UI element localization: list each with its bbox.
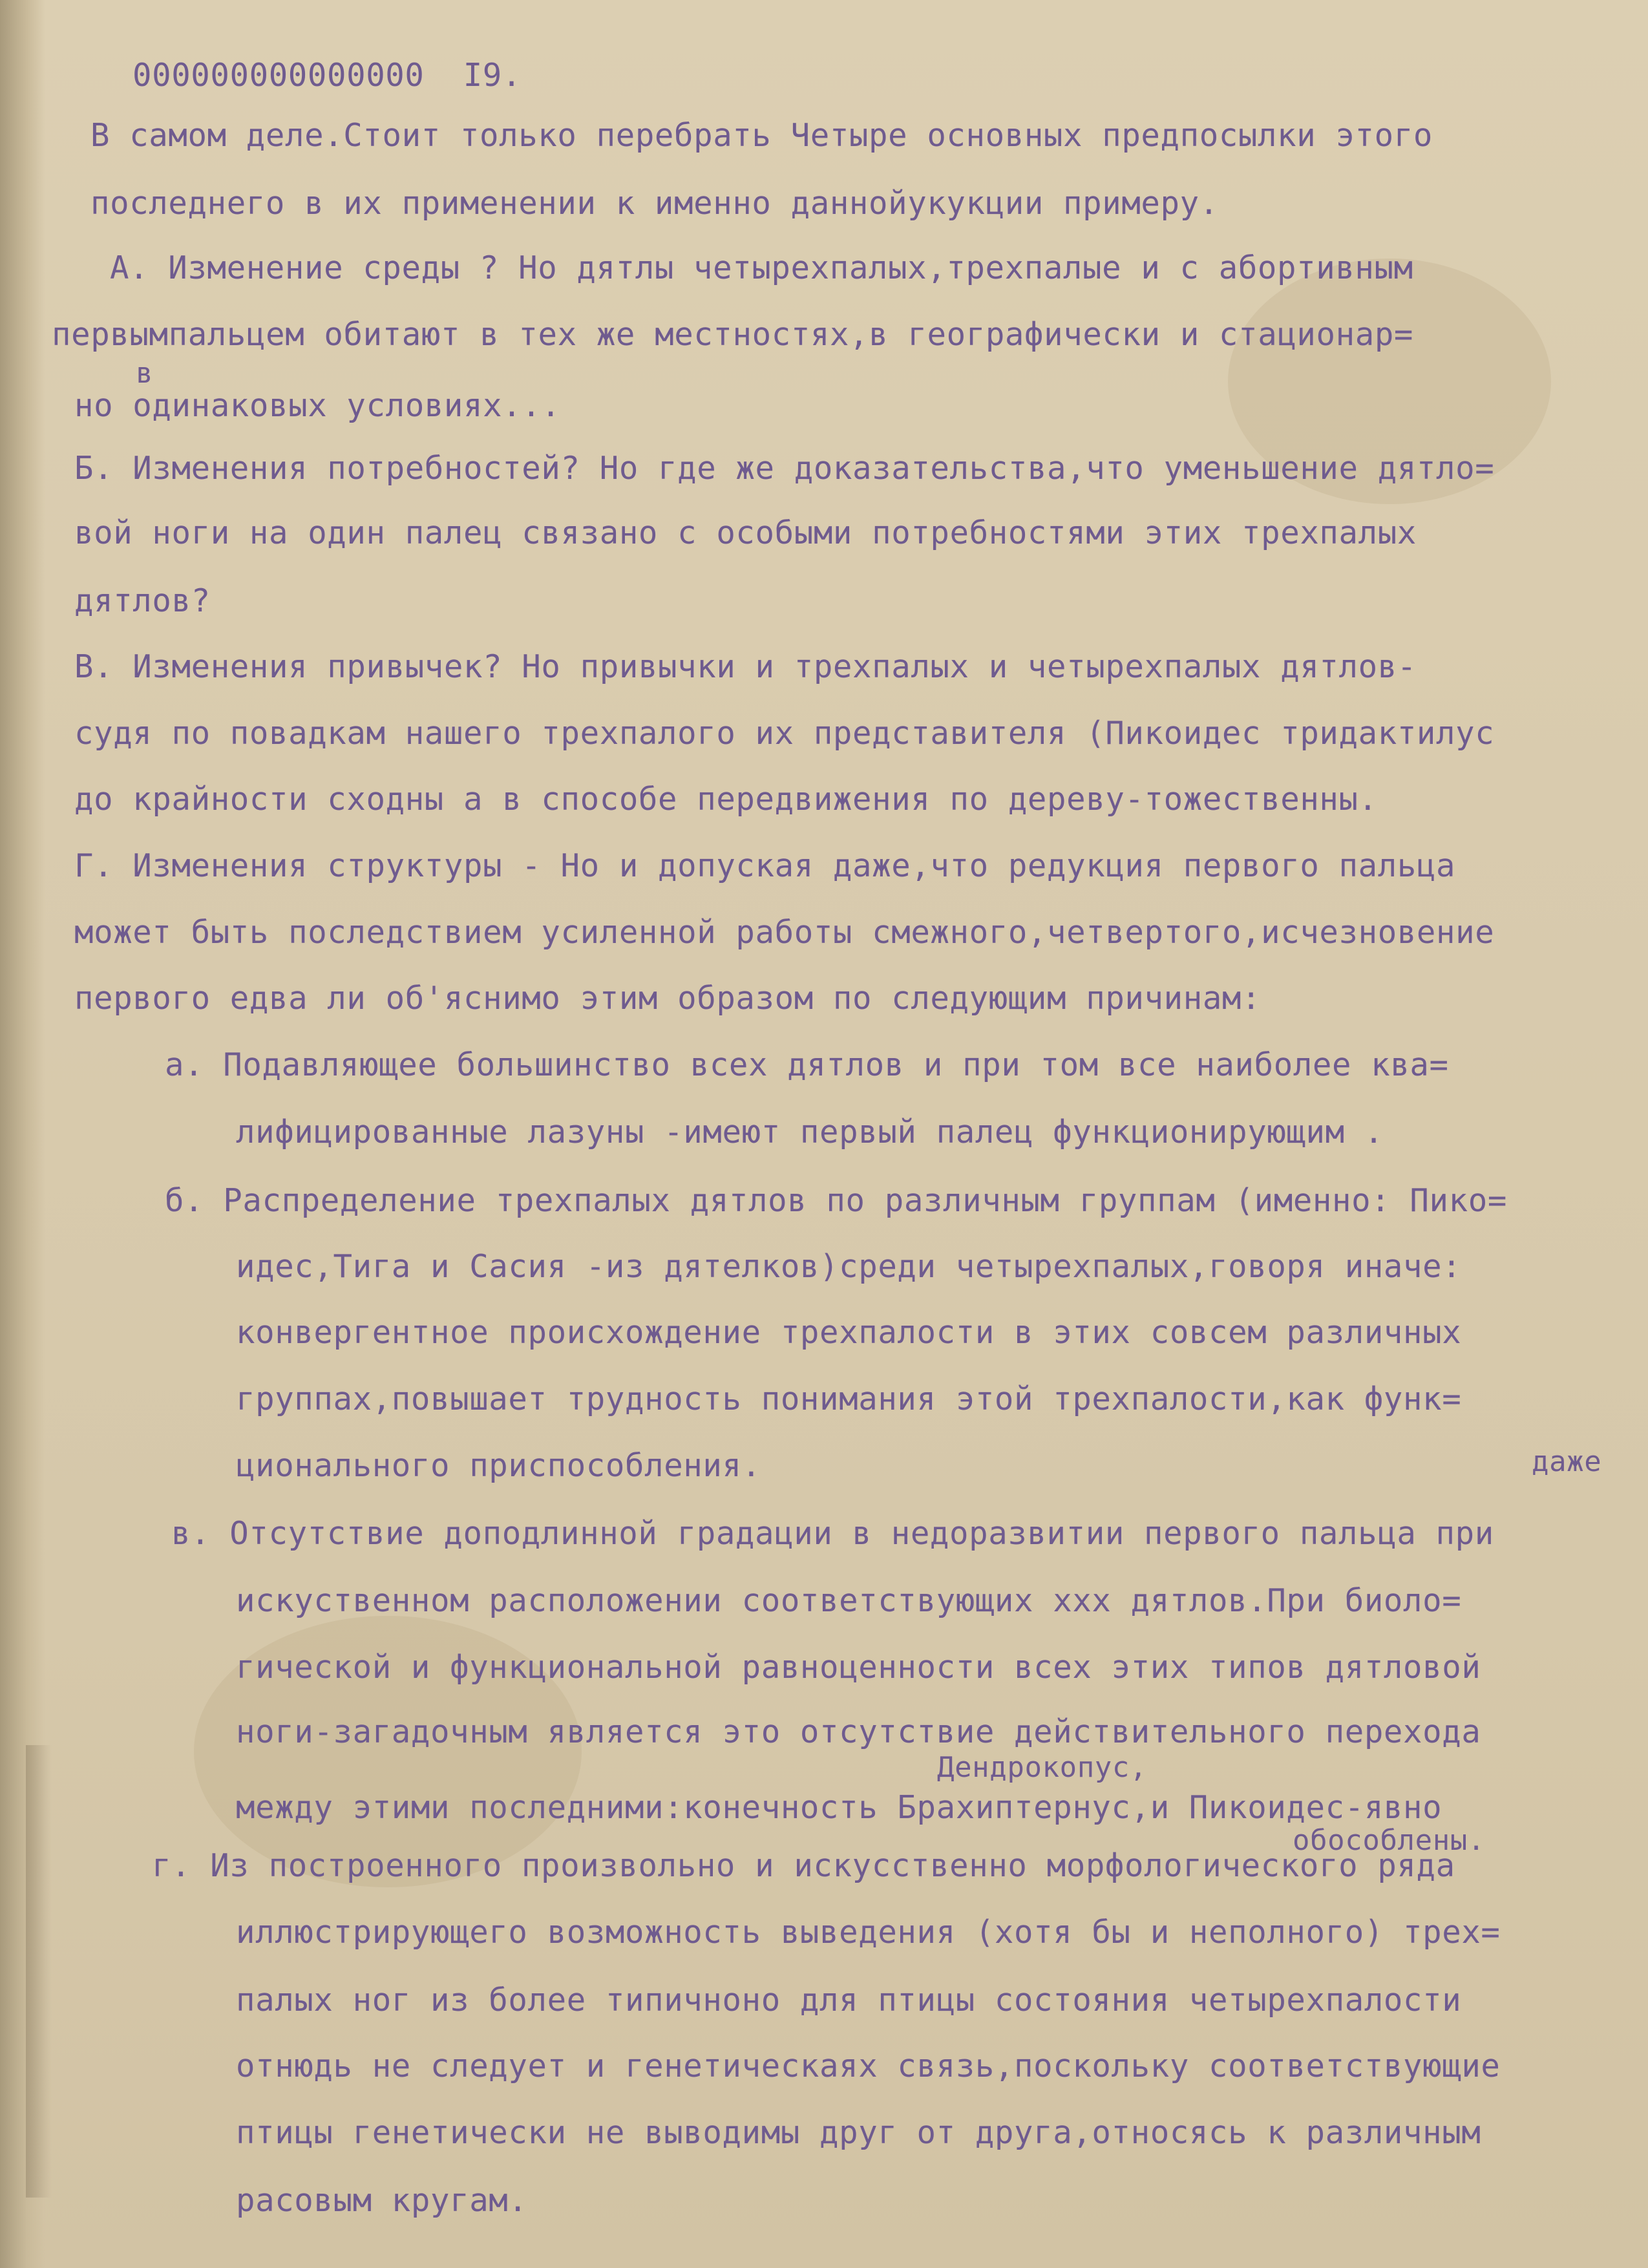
text-line: идес,Тига и Сасия -из дятелков)среди четырехпалых,говоря иначе:	[236, 1248, 1462, 1285]
text-line: последнего в их применении к именно даннойукукции примеру.	[90, 185, 1219, 222]
text-line: вой ноги на один палец связано с особыми потребностями этих трехпалых	[74, 514, 1417, 551]
text-line: А. Изменение среды ? Но дятлы четырехпалых,трехпалые и с абортивным	[110, 249, 1413, 286]
insertion-mark: Дендрокопус,	[937, 1751, 1148, 1784]
text-line: группах,повышает трудность понимания этой трехпалости,как функ=	[236, 1381, 1462, 1417]
text-line: отнюдь не следует и генетическаях связь,поскольку соответствующие	[236, 2048, 1501, 2084]
text-line: первымпальцем обитают в тех же местностях,в географически и стационар=	[52, 316, 1414, 353]
text-line: судя по повадкам нашего трехпалого их представителя (Пикоидес тридактилус	[74, 715, 1495, 752]
text-line: птицы генетически не выводимы друг от друга,относясь к различным	[236, 2114, 1481, 2151]
paper-fold-shadow	[26, 1745, 52, 2198]
text-line: палых ног из более типичноно для птицы состояния четырехпалости	[236, 1982, 1462, 2019]
text-line: конвергентное происхождение трехпалости в этих совсем различных	[236, 1314, 1462, 1351]
text-line: В. Изменения привычек? Но привычки и трехпалых и четырехпалых дятлов-	[74, 648, 1417, 685]
list-item-g: г. Из построенного произвольно и искусственно морфологического ряда	[152, 1847, 1455, 1884]
text-line: ционального приспособления.	[236, 1447, 761, 1484]
text-line: дятлов?	[74, 582, 211, 619]
text-line: Г. Изменения структуры - Но и допуская даже,что редукция первого пальца	[74, 847, 1456, 884]
text-line: ноги-загадочным является это отсутствие действительного перехода	[236, 1713, 1481, 1750]
insertion-mark: обособлены.	[1293, 1824, 1485, 1857]
list-item-v: в. Отсутствие доподлинной градации в недоразвитии первого пальца при	[171, 1515, 1494, 1552]
text-line: В самом деле.Стоит только перебрать Четыре основных предпосылки этого	[90, 117, 1433, 154]
text-line: между этими последними:конечность Брахиптернус,и Пикоидес-явно	[236, 1789, 1442, 1826]
list-item-a: а. Подавляющее большинство всех дятлов и при том все наиболее ква=	[165, 1046, 1449, 1083]
text-line: первого едва ли об'яснимо этим образом по следующим причинам:	[74, 980, 1262, 1017]
list-item-b: б. Распределение трехпалых дятлов по различным группам (именно: Пико=	[165, 1182, 1507, 1219]
text-line: Б. Изменения потребностей? Но где же доказательства,что уменьшение дятло=	[74, 450, 1495, 487]
insertion-mark: в	[136, 357, 154, 390]
text-line: иллюстрирующего возможность выведения (хотя бы и неполного) трех=	[236, 1914, 1501, 1951]
margin-insertion: даже	[1532, 1445, 1602, 1478]
text-line: расовым кругам.	[236, 2182, 528, 2219]
text-line: может быть последствием усиленной работы смежного,четвертого,исчезновение	[74, 914, 1495, 951]
text-line: искуственном расположении соответствующих ххх дятлов.При биоло=	[236, 1582, 1462, 1619]
text-line: до крайности сходны а в способе передвижения по дереву-тожественны.	[74, 781, 1378, 818]
text-line: но одинаковых условиях...	[74, 387, 561, 424]
page-header: 000000000000000 I9.	[132, 57, 522, 94]
text-line: лифицированные лазуны -имеют первый палец функционирующим .	[236, 1114, 1384, 1150]
text-line: гической и функциональной равноценности всех этих типов дятловой	[236, 1649, 1481, 1686]
